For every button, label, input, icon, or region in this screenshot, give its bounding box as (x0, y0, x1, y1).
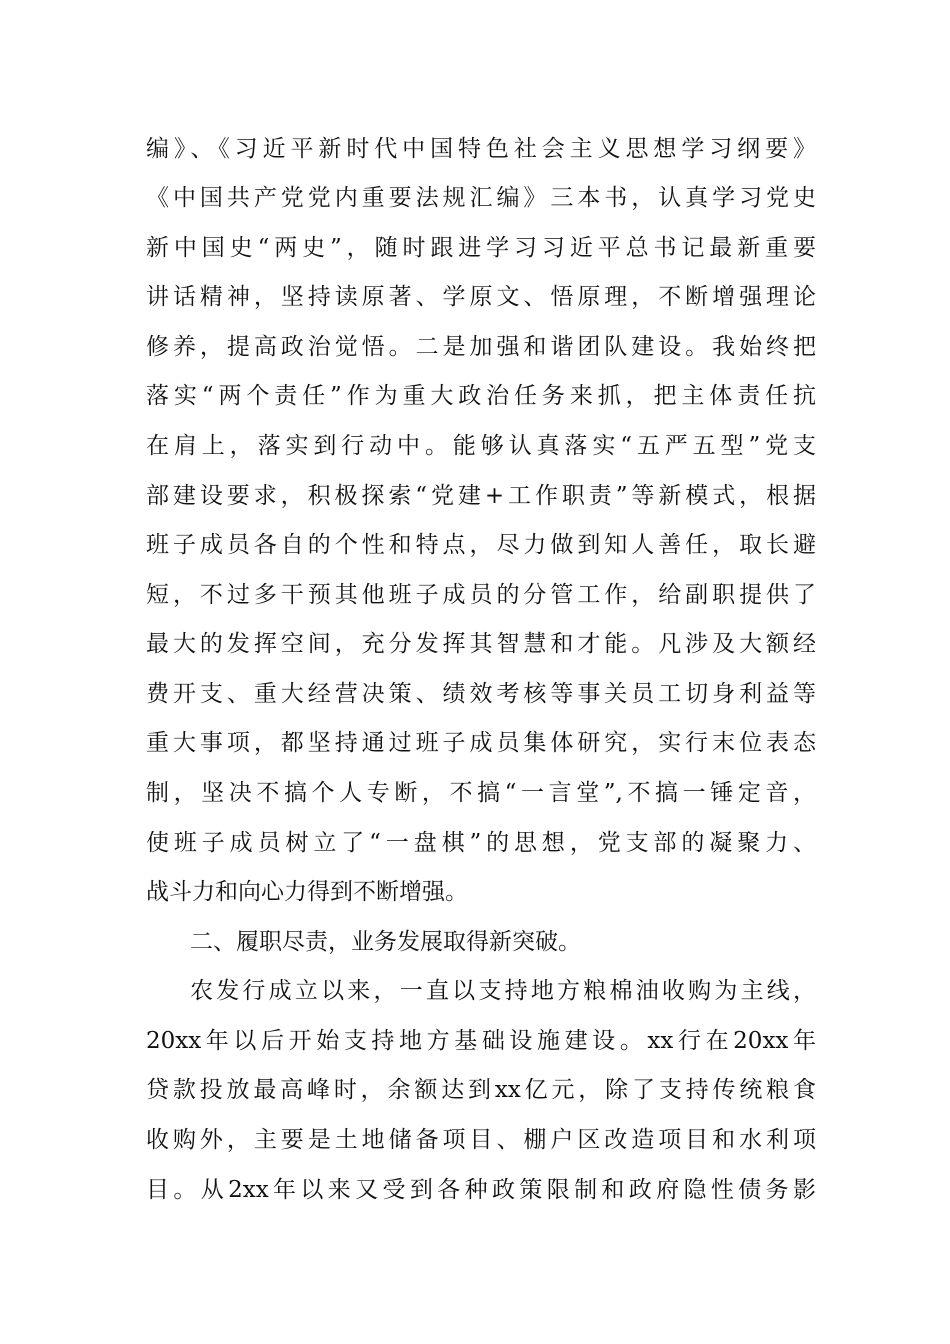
text-line: 《中国共产党党内重要法规汇编》三本书，认真学习党史 (146, 185, 816, 211)
text-line: 新中国史“两史”，随时跟进学习习近平总书记最新重要 (146, 235, 816, 261)
text-line: 收购外，主要是土地储备项目、棚户区改造项目和水利项 (146, 1127, 816, 1153)
text-line: 重大事项，都坚持通过班子成员集体研究，实行末位表态 (146, 730, 816, 756)
text-line: 最大的发挥空间，充分发挥其智慧和才能。凡涉及大额经 (146, 631, 816, 657)
section-heading: 二、履职尽责，业务发展取得新突破。 (190, 929, 581, 955)
text-line: 讲话精神，坚持读原著、学原文、悟原理，不断增强理论 (146, 284, 816, 310)
text-line: 短，不过多干预其他班子成员的分管工作，给副职提供了 (146, 582, 816, 608)
text-line: 费开支、重大经营决策、绩效考核等事关员工切身利益等 (146, 681, 816, 707)
text-line: 班子成员各自的个性和特点，尽力做到知人善任，取长避 (146, 532, 816, 558)
text-line: 农发行成立以来，一直以支持地方粮棉油收购为主线， (190, 978, 816, 1004)
text-line: 目。从2xx年以来又受到各种政策限制和政府隐性债务影 (146, 1177, 816, 1203)
text-line: 使班子成员树立了“一盘棋”的思想，党支部的凝聚力、 (146, 830, 816, 856)
text-line: 贷款投放最高峰时，余额达到xx亿元，除了支持传统粮食 (146, 1077, 816, 1103)
text-line: 修养，提高政治觉悟。二是加强和谐团队建设。我始终把 (146, 334, 816, 360)
text-line: 落实“两个责任”作为重大政治任务来抓，把主体责任抗 (146, 383, 816, 409)
text-line: 部建设要求，积极探索“党建+工作职责”等新模式，根据 (146, 483, 816, 509)
text-line: 战斗力和向心力得到不断增强。 (146, 879, 468, 905)
text-line: 20xx年以后开始支持地方基础设施建设。xx行在20xx年 (146, 1028, 816, 1054)
text-line: 在肩上，落实到行动中。能够认真落实“五严五型”党支 (146, 433, 816, 459)
text-line: 编》、《习近平新时代中国特色社会主义思想学习纲要》 (146, 136, 816, 162)
text-line: 制，坚决不搞个人专断，不搞“一言堂”,不搞一锤定音， (146, 780, 816, 806)
